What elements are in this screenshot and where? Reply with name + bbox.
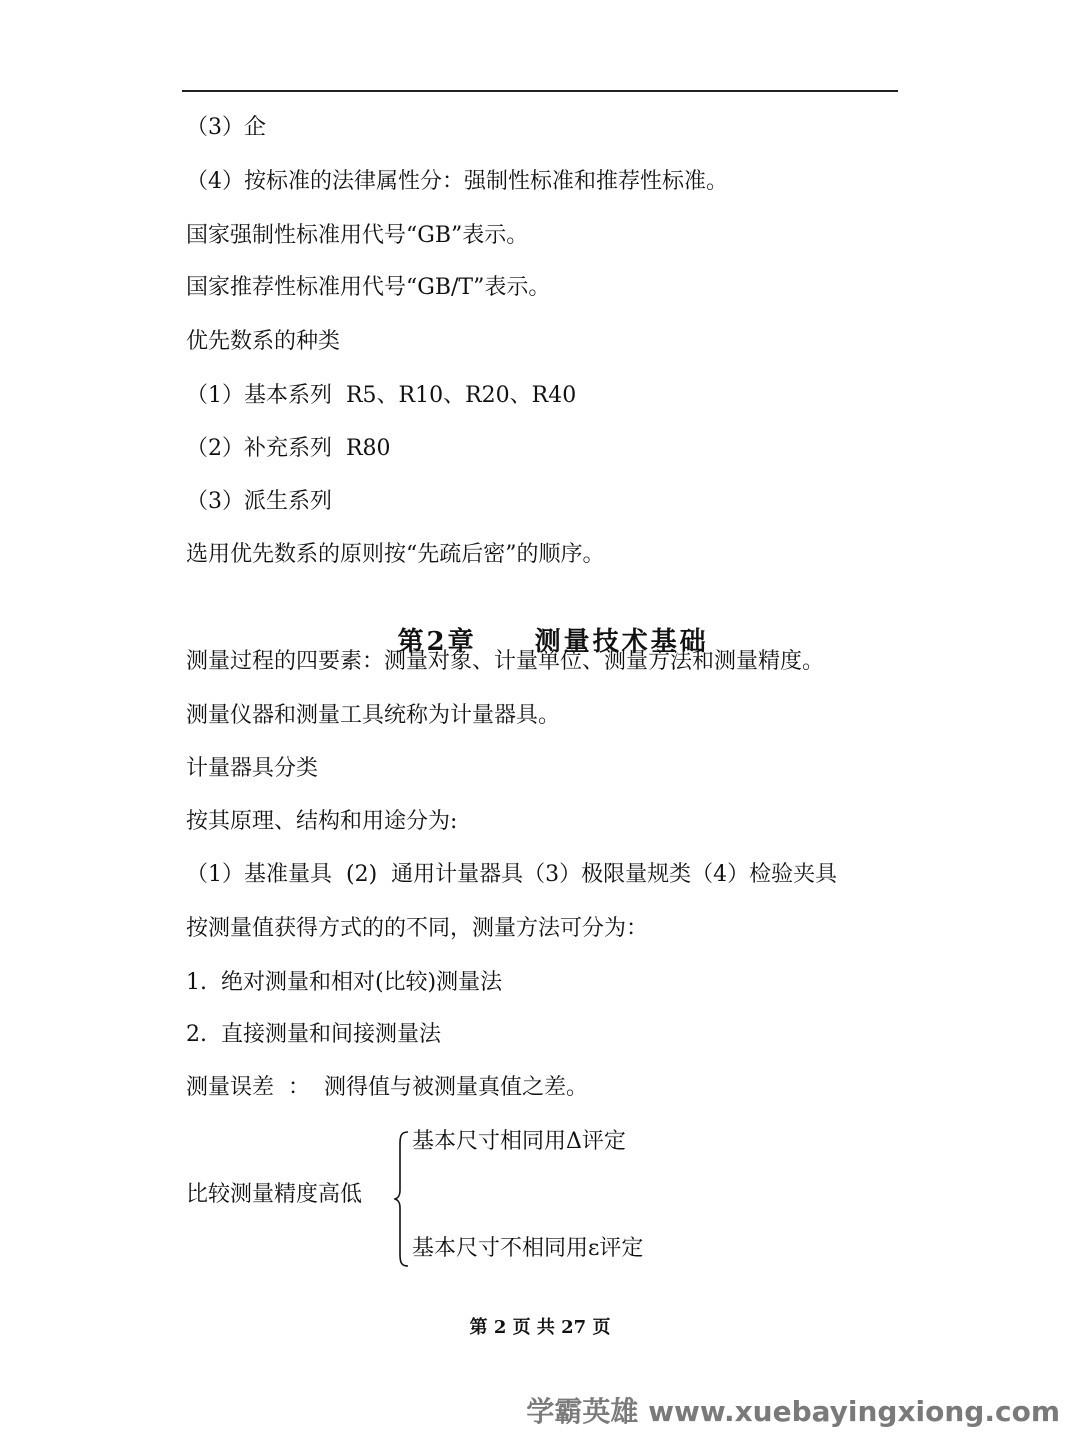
- site-watermark: 学霸英雄 www.xuebayingxiong.com: [526, 1395, 1060, 1428]
- text-line-15: 按测量值获得方式的的不同，测量方法可分为：: [186, 916, 649, 941]
- comparison-option-different-size: 基本尺寸不相同用ε评定: [412, 1236, 644, 1261]
- text-line-4: 国家推荐性标准用代号“GB/T”表示。: [186, 275, 551, 300]
- text-line-9: 选用优先数系的原则按“先疏后密”的顺序。: [186, 542, 605, 567]
- page-number-footer: 第 2 页 共 27 页: [469, 1317, 611, 1338]
- text-line-10: 测量过程的四要素：测量对象、计量单位、测量方法和测量精度。: [186, 649, 825, 674]
- text-line-13: 按其原理、结构和用途分为:: [186, 809, 458, 834]
- text-line-3: 国家强制性标准用代号“GB”表示。: [186, 223, 529, 248]
- text-line-17: 2. 直接测量和间接测量法: [186, 1022, 441, 1047]
- left-brace-icon: [394, 1130, 410, 1268]
- text-line-11: 测量仪器和测量工具统称为计量器具。: [186, 703, 561, 728]
- text-line-16: 1. 绝对测量和相对(比较)测量法: [186, 970, 503, 995]
- comparison-option-same-size: 基本尺寸相同用Δ评定: [412, 1129, 626, 1154]
- text-line-8: （3）派生系列: [186, 489, 332, 514]
- text-line-18: 测量误差 ： 测得值与被测量真值之差。: [186, 1075, 588, 1100]
- chapter-title: 测量技术基础: [534, 627, 709, 657]
- text-line-7: （2）补充系列 R80: [186, 436, 391, 461]
- text-line-1: （3）企: [186, 115, 266, 140]
- section-heading-preferred-numbers: 优先数系的种类: [186, 329, 341, 354]
- text-line-6: （1）基本系列 R5、R10、R20、R40: [186, 383, 577, 408]
- text-line-2: （4）按标准的法律属性分：强制性标准和推荐性标准。: [186, 169, 728, 194]
- section-heading-instruments: 计量器具分类: [186, 756, 319, 781]
- comparison-block: [186, 1130, 706, 1270]
- comparison-label: 比较测量精度高低: [186, 1182, 363, 1207]
- header-rule: [182, 90, 898, 92]
- chapter-number: 第2章: [397, 627, 477, 657]
- text-line-14: （1）基准量具 (2) 通用计量器具（3）极限量规类（4）检验夹具: [186, 862, 838, 887]
